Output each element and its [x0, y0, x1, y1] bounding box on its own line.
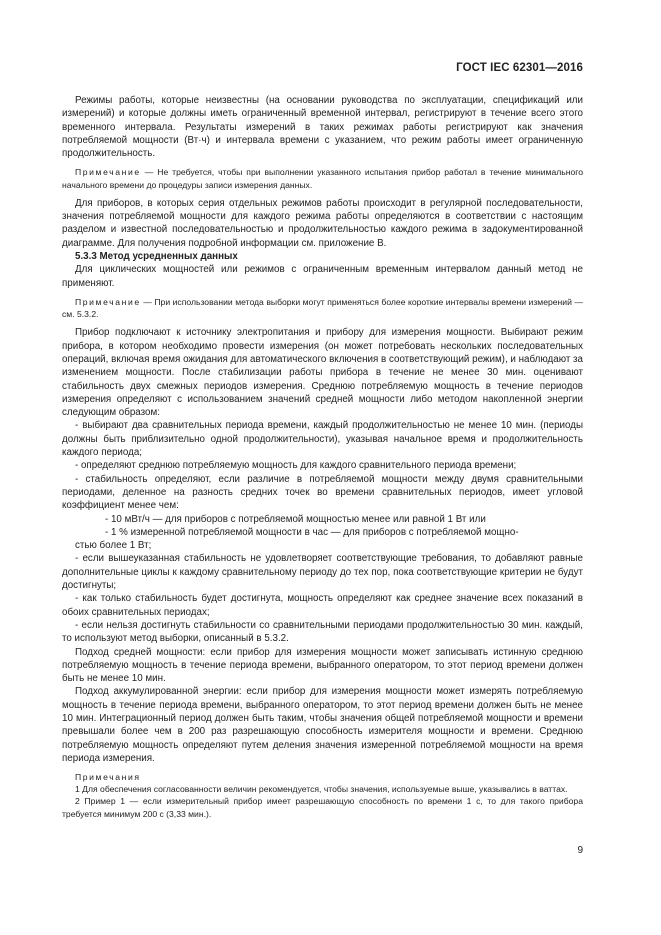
- page-number: 9: [577, 845, 583, 856]
- page-body: [62, 94, 583, 820]
- sub-list-item: - 1 % измеренной потребляемой мощности в час — для приборов с потребляемой мощно-: [105, 526, 519, 538]
- section-heading-5-3-3: 5.3.3 Метод усредненных данных: [75, 251, 238, 263]
- note-item: 2 Пример 1 — если измерительный прибор имеет разрешающую способность по времени 1 с, то для такого прибора требуется минимум 200 с (3,33 мин.).: [62, 796, 583, 819]
- note-label: Примечание: [75, 296, 141, 307]
- list-item: - если вышеуказанная стабильность не удовлетворяет соответствующие требования, то добавляют равные дополнительные циклы к каждому сравнительному периоду до тех пор, пока соответствующие критерии не будут достигнуты;: [62, 553, 583, 592]
- note-item: 1 Для обеспечения согласованности величин рекомендуется, чтобы значения, используемые выше, указывались в ваттах.: [75, 784, 568, 795]
- note-initial-time: [62, 166, 583, 190]
- paragraph-average-power: Подход средней мощности: если прибор для измерения мощности может записывать истинную среднюю потребляемую мощность в течение периода времени, выбранного оператором, то этот период времени должен быть не менее 10 мин.: [62, 646, 583, 685]
- list-item: - как только стабильность будет достигнута, мощность определяют как среднее значение всех показаний в обоих сравнительных периодах;: [62, 593, 583, 618]
- list-item: - определяют среднюю потребляемую мощность для каждого сравнительного периода времени;: [75, 460, 517, 472]
- paragraph-procedure: Прибор подключают к источнику электропитания и прибору для измерения мощности. Выбирают режим прибора, в котором необходимо провести измерения (он может потребовать нескольких последовательных операций, включая время ожидания для автоматического включения в соответствующий режим), и наблюдают за изменением мощности. После стабилизации работы прибора в течение не менее 30 мин. оценивают стабильность двух смежных периодов измерения. Среднюю потребляемую мощность в течение периодов измерения определяют с использованием значений средней мощности либо методом накопленной энергии следующим образом:: [62, 327, 583, 419]
- paragraph-limited-modes: Режимы работы, которые неизвестны (на основании руководства по эксплуатации, спецификаций или измерений) и которые должны иметь ограниченный временной интервал, регистрируют в течение всего этого временного интервала. Результаты измерений в таких режимах работы регистрируют как значения потребляемой мощности (Вт·ч) и интервала времени с указанием, что режим работы имеет ограниченную продолжительность.: [62, 95, 583, 160]
- paragraph-not-applicable: Для циклических мощностей или режимов с ограниченным временным интервалом данный метод не применяют.: [62, 264, 583, 289]
- notes-title: Примечания: [75, 772, 141, 783]
- list-item: - если нельзя достигнуть стабильности со сравнительными периодами продолжительностью 30 мин. каждый, то используют метод выборки, описанный в 5.3.2.: [62, 619, 583, 645]
- sub-list-item: - 10 мВт/ч — для приборов с потребляемой мощностью менее или равной 1 Вт или: [105, 513, 486, 525]
- paragraph-sequence-modes: Для приборов, в которых серия отдельных режимов работы происходит в регулярной последовательности, значения потребляемой мощности для каждого режима работы определяются в соответствии с настоящим разделом и известной последовательностью и продолжительностью каждого режима в задокументированной диаграмме. Для получения подробной информации см. приложение В.: [62, 197, 583, 249]
- document-code: ГОСТ IEC 62301—2016: [456, 62, 583, 74]
- list-item: - выбирают два сравнительных периода времени, каждый продолжительностью не менее 10 мин. (периоды должны быть приблизительно одной продолжительности), указывая начальное время и продолжительность каждого периода;: [62, 420, 583, 459]
- paragraph-accumulated-energy: Подход аккумулированной энергии: если прибор для измерения мощности может измерять потребляемую мощность в течение периода времени, выбранного оператором, то этот период времени должен быть не менее 10 мин. Интеграционный период должен быть таким, чтобы значения общей потребляемой мощности и времени превышали более чем в 200 раз разрешающую способность измерителя мощности и времени. Среднюю потребляемую мощность определяют путем деления значения измеренной потребляемой мощности на время периода измерения.: [62, 686, 583, 764]
- note-sampling: [62, 296, 583, 320]
- note-text: — При использовании метода выборки могут применяться более короткие интервалы времени измерений — см. 5.3.2.: [62, 296, 583, 320]
- note-label: Примечание: [75, 167, 141, 178]
- note-text: — Не требуется, чтобы при выполнении указанного испытания прибор работал в течение минимального начального времени до процедуры записи измерения данных.: [62, 167, 583, 190]
- list-item: - стабильность определяют, если различие в потребляемой мощности между двумя сравнительными периодами, деленное на разность средних точек во времени сравнительных периодов, имеет угловой коэффициент менее чем:: [62, 473, 583, 512]
- sub-list-item-continuation: стью более 1 Вт;: [75, 540, 152, 552]
